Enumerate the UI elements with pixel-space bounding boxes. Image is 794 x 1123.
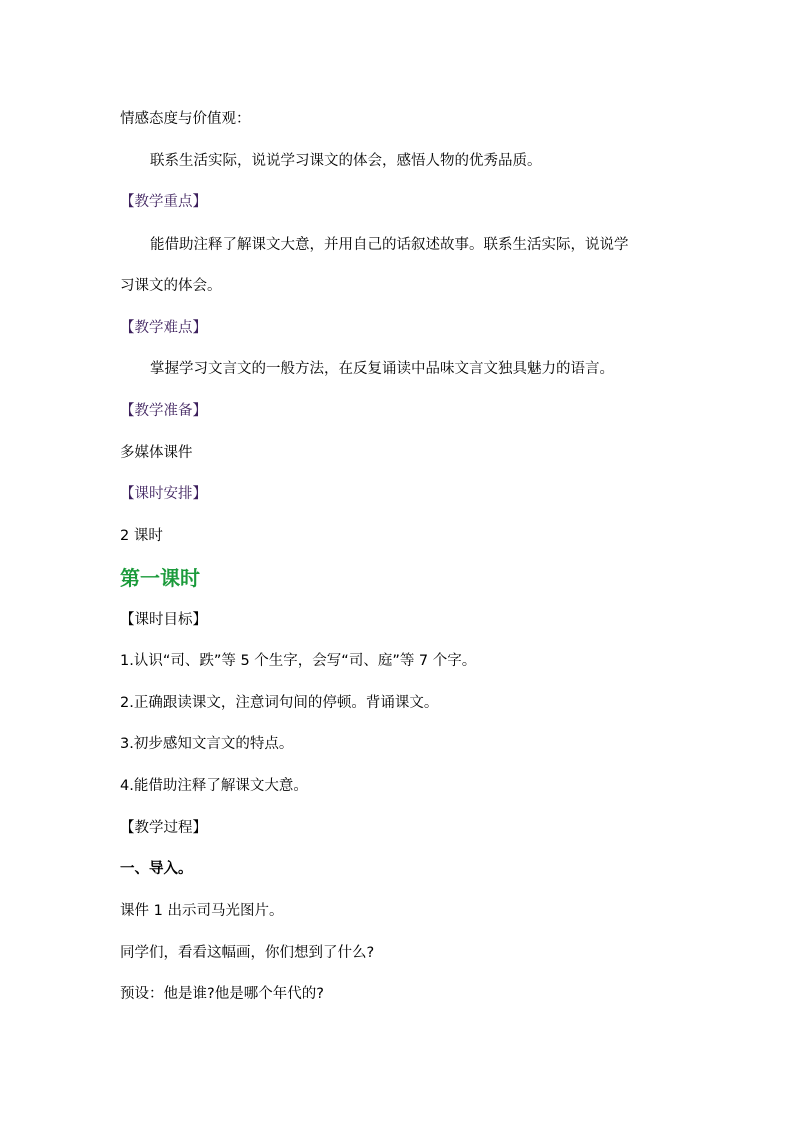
step1-title: 一、导入。	[120, 861, 193, 877]
goal-item: 2.正确跟读课文，注意词句间的停顿。背诵课文。	[120, 695, 439, 711]
schedule-text: 2 课时	[120, 528, 163, 544]
lesson-title: 第一课时	[120, 566, 200, 590]
goal-item: 3.初步感知文言文的特点。	[120, 736, 294, 752]
difficulty-heading: 【教学难点】	[120, 320, 207, 336]
process-heading: 【教学过程】	[120, 820, 207, 836]
difficulty-text: 掌握学习文言文的一般方法，在反复诵读中品味文言文独具魅力的语言。	[150, 361, 614, 377]
goals-heading: 【课时目标】	[120, 612, 207, 628]
goal-item: 4.能借助注释了解课文大意。	[120, 778, 308, 794]
key-points-text-line1: 能借助注释了解课文大意，并用自己的话叙述故事。联系生活实际，说说学	[150, 237, 629, 253]
step1-line: 课件 1 出示司马光图片。	[120, 903, 284, 919]
schedule-heading: 【课时安排】	[120, 486, 207, 502]
prep-text: 多媒体课件	[120, 445, 193, 461]
step1-line: 同学们，看看这幅画，你们想到了什么?	[120, 945, 375, 961]
goal-item: 1.认识“司、跌”等 5 个生字，会写“司、庭”等 7 个字。	[120, 653, 477, 669]
key-points-heading: 【教学重点】	[120, 194, 207, 210]
step1-line: 预设：他是谁?他是哪个年代的?	[120, 986, 324, 1002]
values-heading: 情感态度与价值观：	[120, 111, 251, 127]
prep-heading: 【教学准备】	[120, 403, 207, 419]
key-points-text-line2: 习课文的体会。	[120, 278, 222, 294]
values-text: 联系生活实际，说说学习课文的体会，感悟人物的优秀品质。	[150, 153, 542, 169]
